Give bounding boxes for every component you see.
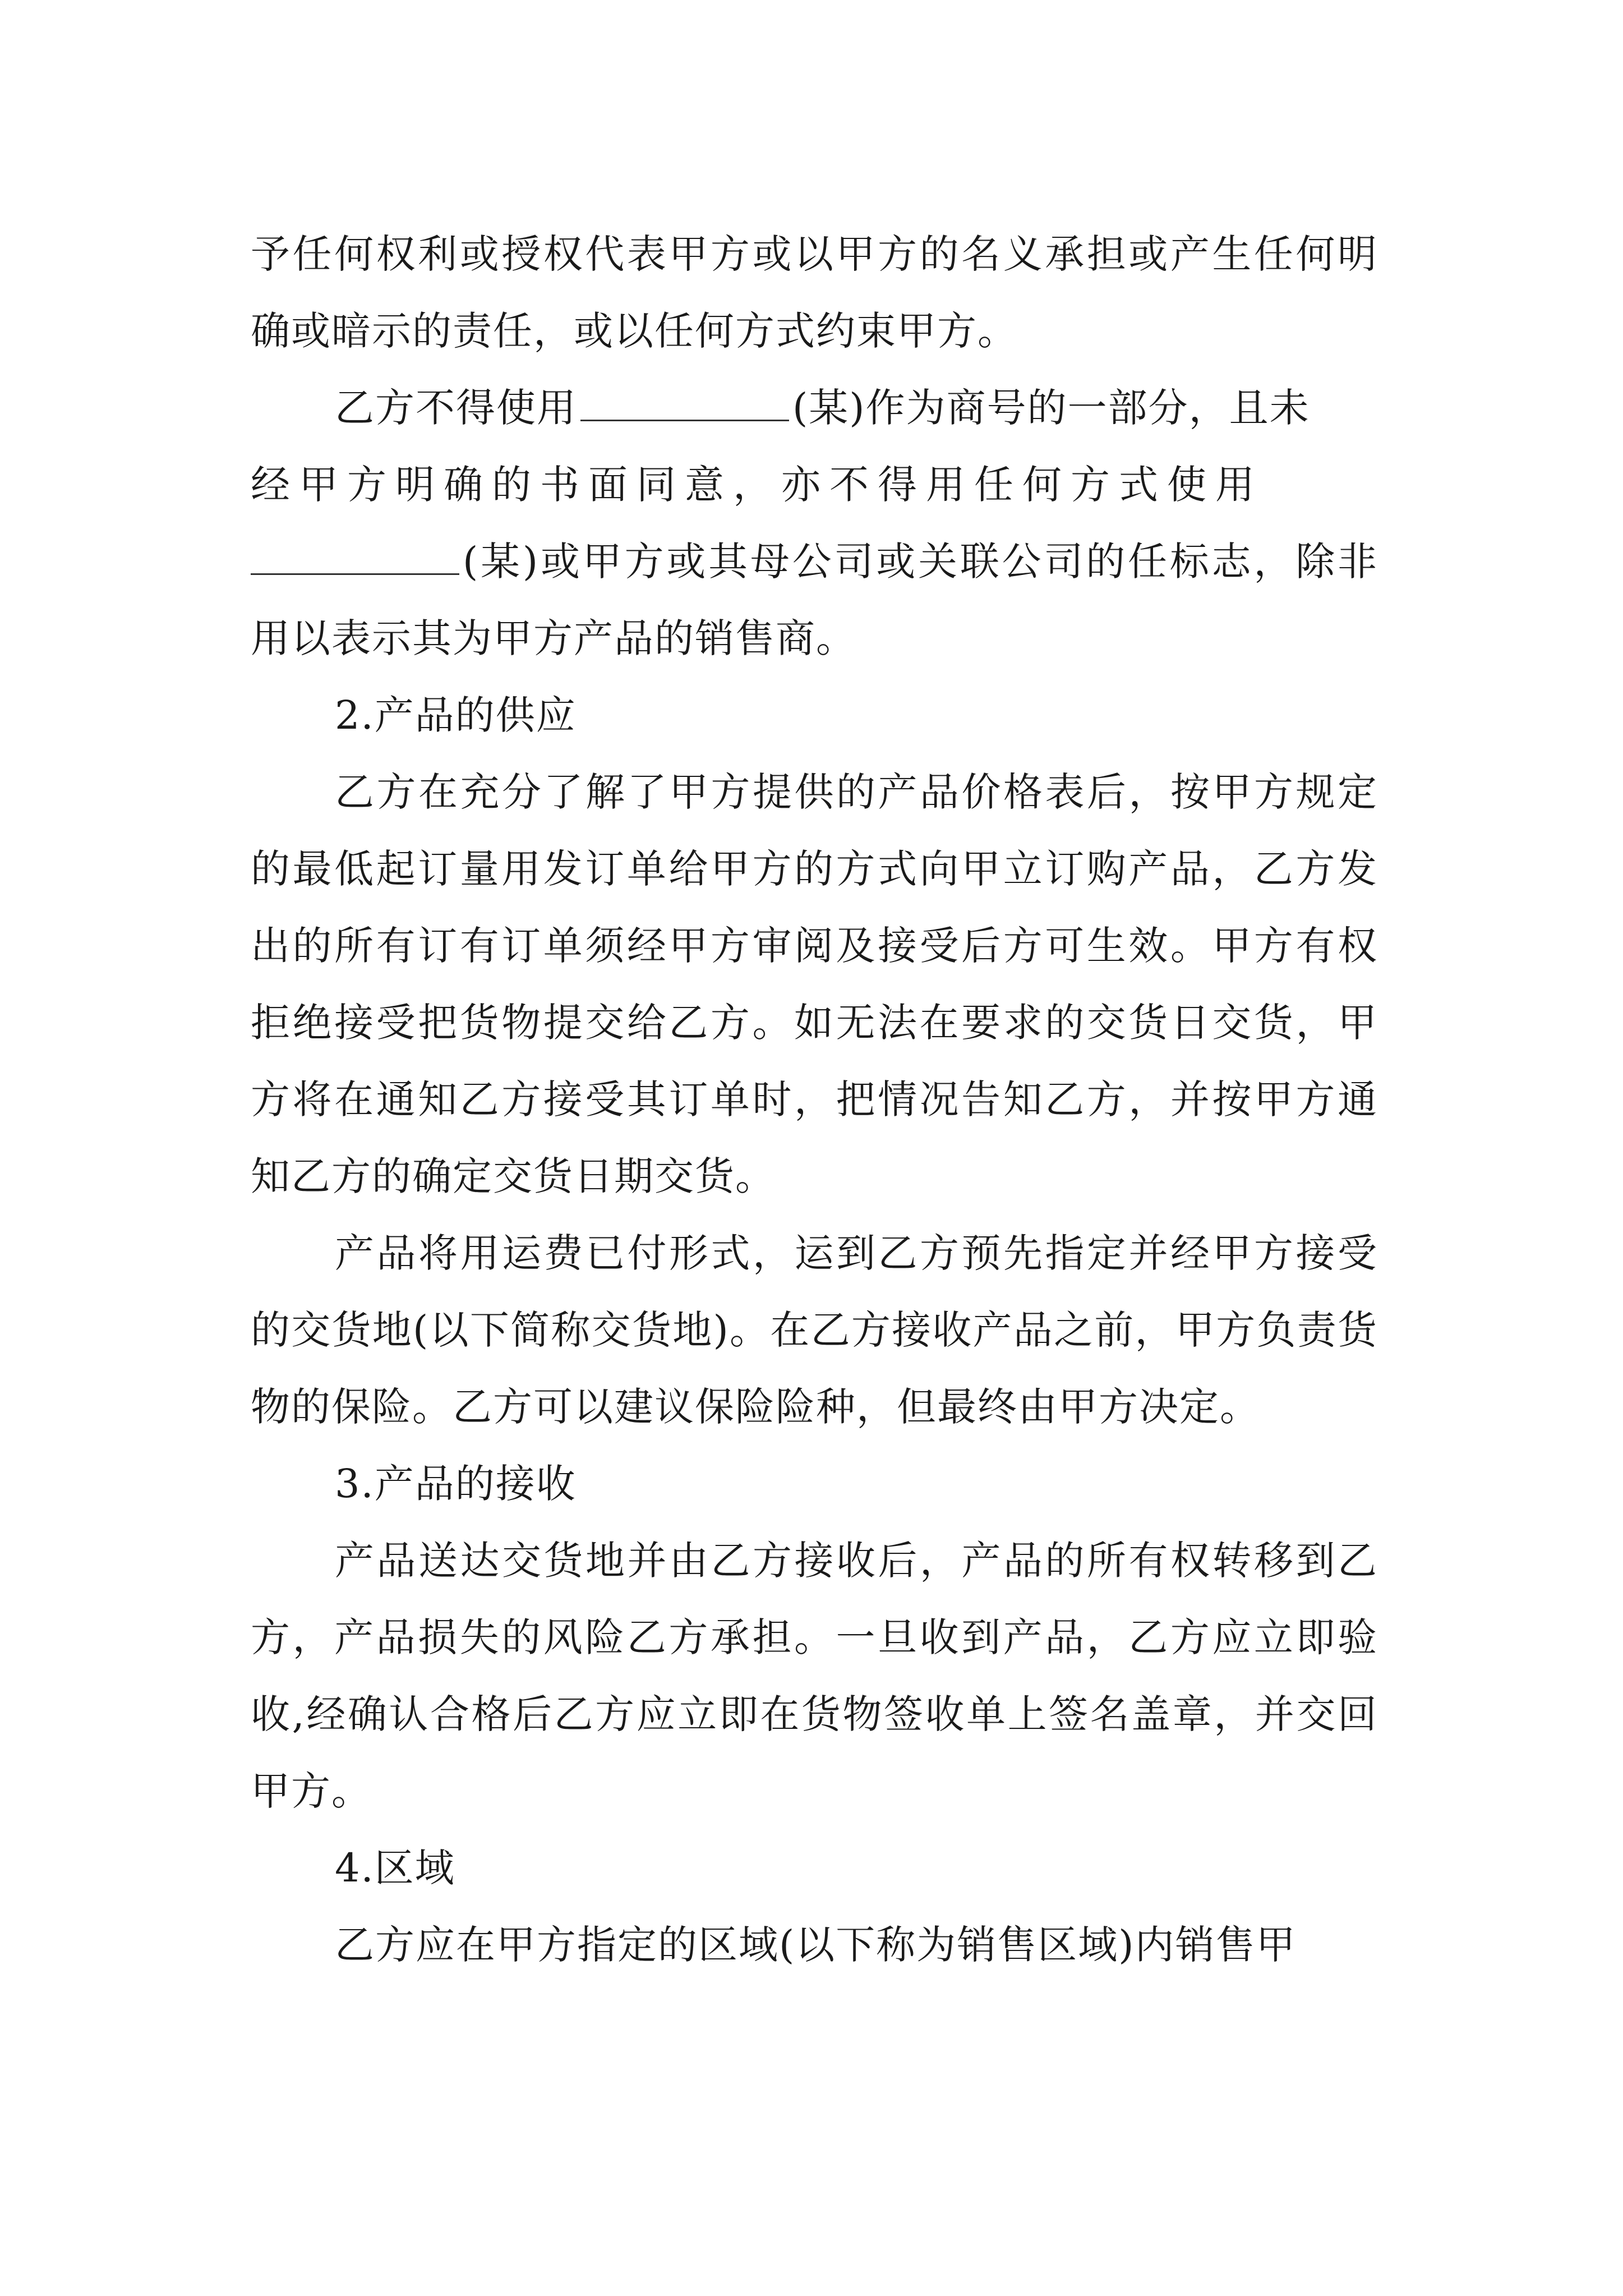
trade-name-text-d: (某)或甲方或其母公司或关联公司的任标志，除非用以表示其为甲方产品的销售商。	[251, 539, 1378, 661]
paragraph-authority: 予任何权利或授权代表甲方或以甲方的名义承担或产生任何明确或暗示的责任，或以任何方式约束甲方。	[251, 231, 1378, 354]
trade-name-text-a: 乙方不得使用	[335, 385, 577, 431]
paragraph-supply-delivery: 产品将用运费已付形式，运到乙方预先指定并经甲方接受的交货地(以下简称交货地)。在乙方接收产品之前，甲方负责货物的保险。乙方可以建议保险险种，但最终由甲方决定。	[251, 1230, 1378, 1430]
paragraph-territory: 乙方应在甲方指定的区域(以下称为销售区域)内销售甲	[335, 1922, 1297, 1968]
paragraph-trade-name	[251, 370, 1378, 447]
trade-name-text-b: (某)作为商号的一部分，且未	[792, 385, 1310, 431]
section-heading-receipt: 3.产品的接收	[335, 1461, 577, 1507]
paragraph-trade-name-line3	[251, 523, 1378, 677]
paragraph-supply-orders: 乙方在充分了解了甲方提供的产品价格表后，按甲方规定的最低起订量用发订单给甲方的方式向甲立订购产品，乙方发出的所有订有订单须经甲方审阅及接受后方可生效。甲方有权拒绝接受把货物提交给乙方。如无法在要求的交货日交货，甲方将在通知乙方接受其订单时，把情况告知乙方，并按甲方通知乙方的确定交货日期交货。	[251, 769, 1378, 1199]
paragraph-trade-name-line2: 经甲方明确的书面同意，亦不得用任何方式使用	[251, 462, 1264, 508]
blank-field-1	[580, 385, 789, 421]
document-body	[251, 216, 1378, 1984]
paragraph-receipt: 产品送达交货地并由乙方接收后，产品的所有权转移到乙方，产品损失的风险乙方承担。一旦收到产品，乙方应立即验收,经确认合格后乙方应立即在货物签收单上签名盖章，并交回甲方。	[251, 1538, 1378, 1814]
section-heading-territory: 4.区域	[335, 1845, 455, 1891]
blank-field-2	[251, 539, 459, 575]
section-heading-supply: 2.产品的供应	[335, 692, 577, 738]
